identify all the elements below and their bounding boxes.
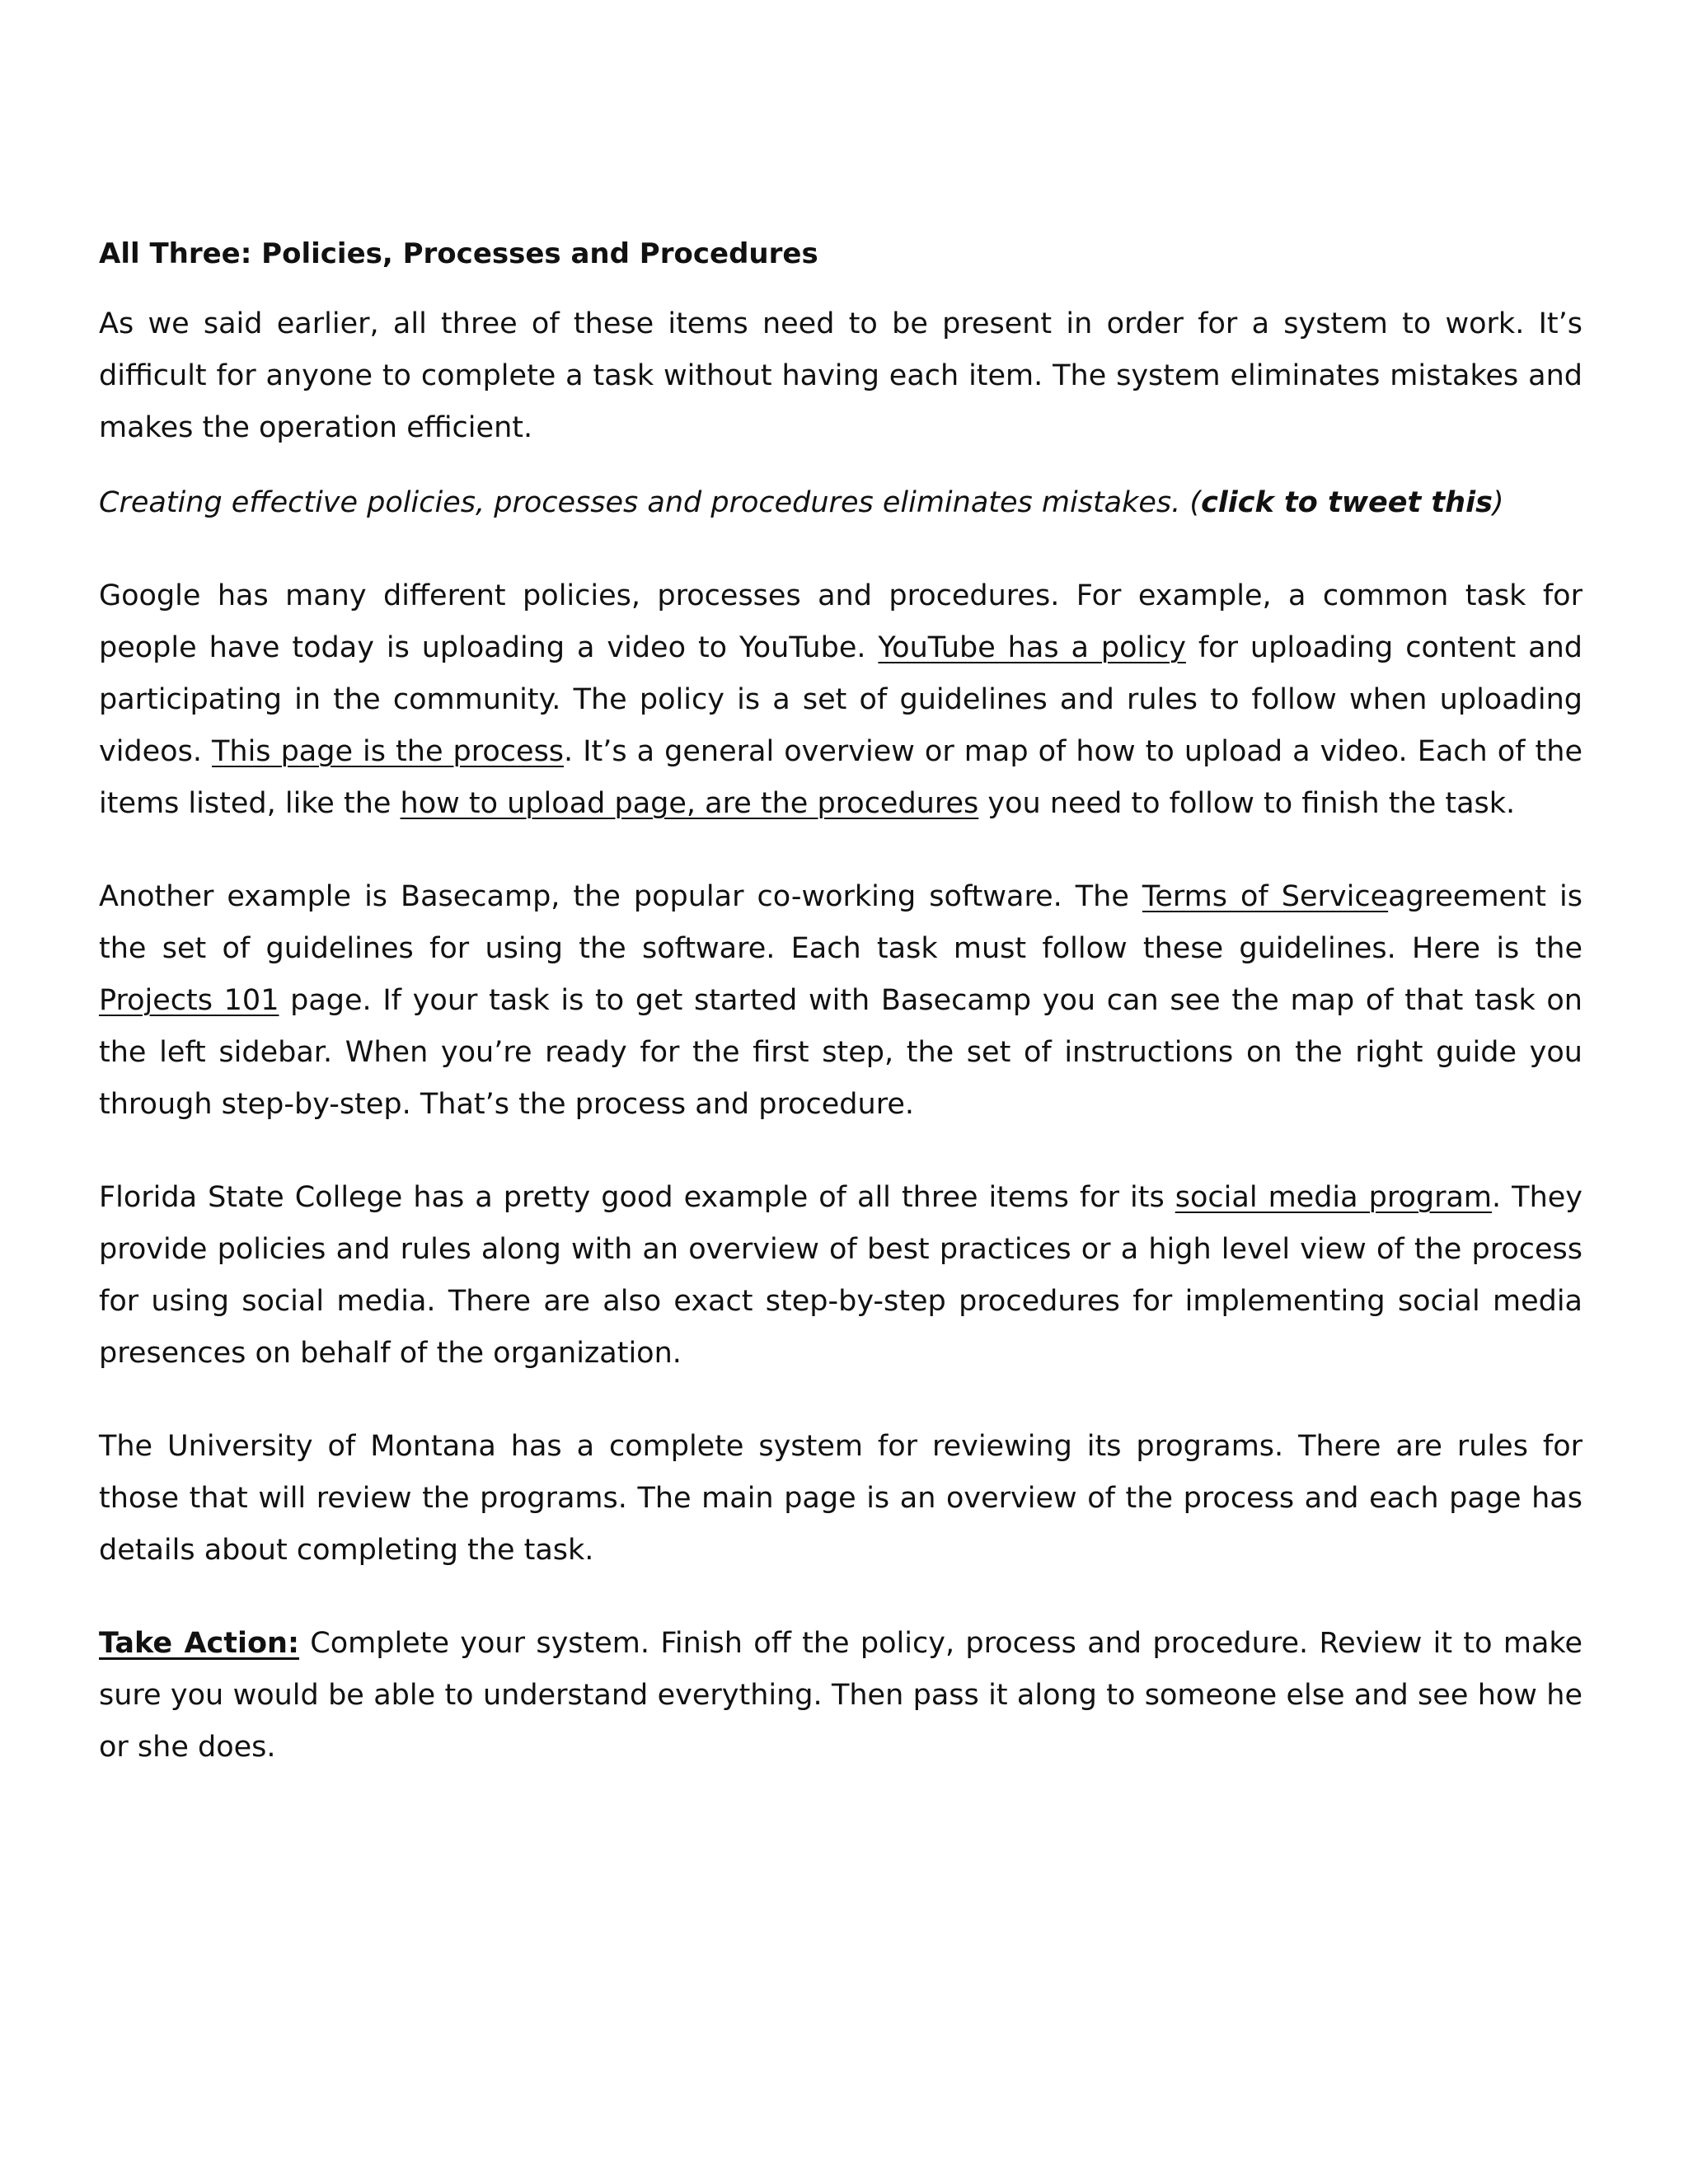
document-page: [99, 234, 1582, 1774]
google-text-3: . It’s a general overview or map of how to upload a video. Each of the items listed, like the: [99, 735, 1582, 820]
google-text-1: Google has many different policies, processes and procedures. For example, a common task for people have today is uploading a video to YouTube.: [99, 579, 1582, 664]
youtube-process-link[interactable]: This page is the process: [212, 735, 565, 768]
take-action-label: Take Action:: [99, 1627, 299, 1660]
terms-of-service-link[interactable]: Terms of Service: [1142, 880, 1389, 913]
projects-101-link[interactable]: Projects 101: [99, 984, 279, 1017]
take-action-text: Complete your system. Finish off the policy, process and procedure. Review it to make sure you would be able to understand everything. Then pass it along to someone else and see how he or she does.: [99, 1627, 1582, 1764]
google-paragraph: [99, 570, 1582, 830]
florida-text-2: . They provide policies and rules along with an overview of best practices or a high level view of the process for using social media. There are also exact step-by-step procedures for implementing social media presences on behalf of the organization.: [99, 1181, 1582, 1370]
montana-paragraph: The University of Montana has a complete system for reviewing its programs. There are rules for those that will review the programs. The main page is an overview of the process and each page has details about completing the task.: [99, 1430, 1582, 1567]
section-heading: All Three: Policies, Processes and Procedures: [99, 237, 818, 270]
basecamp-text-2: agreement is the set of guidelines for using the software. Each task must follow these guidelines. Here is the: [99, 880, 1582, 965]
google-text-2: for uploading content and participating in the community. The policy is a set of guidelines and rules to follow when uploading videos.: [99, 631, 1582, 768]
basecamp-text-3: page. If your task is to get started with Basecamp you can see the map of that task on the left sidebar. When you’re ready for the first step, the set of instructions on the right guide you through step-by-step. That’s the process and procedure.: [99, 984, 1582, 1121]
youtube-procedures-link[interactable]: how to upload page, are the procedures: [400, 787, 979, 820]
quote-close: ): [1492, 486, 1504, 519]
florida-text-1: Florida State College has a pretty good example of all three items for its: [99, 1181, 1175, 1214]
social-media-program-link[interactable]: social media program: [1175, 1181, 1493, 1214]
click-to-tweet-link[interactable]: click to tweet this: [1201, 486, 1493, 519]
quote-text: Creating effective policies, processes and procedures eliminates mistakes. (: [99, 486, 1202, 519]
take-action-paragraph: [99, 1618, 1582, 1774]
youtube-policy-link[interactable]: YouTube has a policy: [878, 631, 1186, 664]
google-text-4: you need to follow to finish the task.: [978, 787, 1516, 820]
intro-paragraph: As we said earlier, all three of these items need to be present in order for a system to work. It’s difficult for anyone to complete a task without having each item. The system eliminates mistakes and makes the operation efficient.: [99, 307, 1582, 444]
basecamp-text-1: Another example is Basecamp, the popular co-working software. The: [99, 880, 1142, 913]
florida-paragraph: [99, 1172, 1582, 1380]
tweet-quote-paragraph: [99, 477, 1582, 529]
basecamp-paragraph: [99, 871, 1582, 1131]
